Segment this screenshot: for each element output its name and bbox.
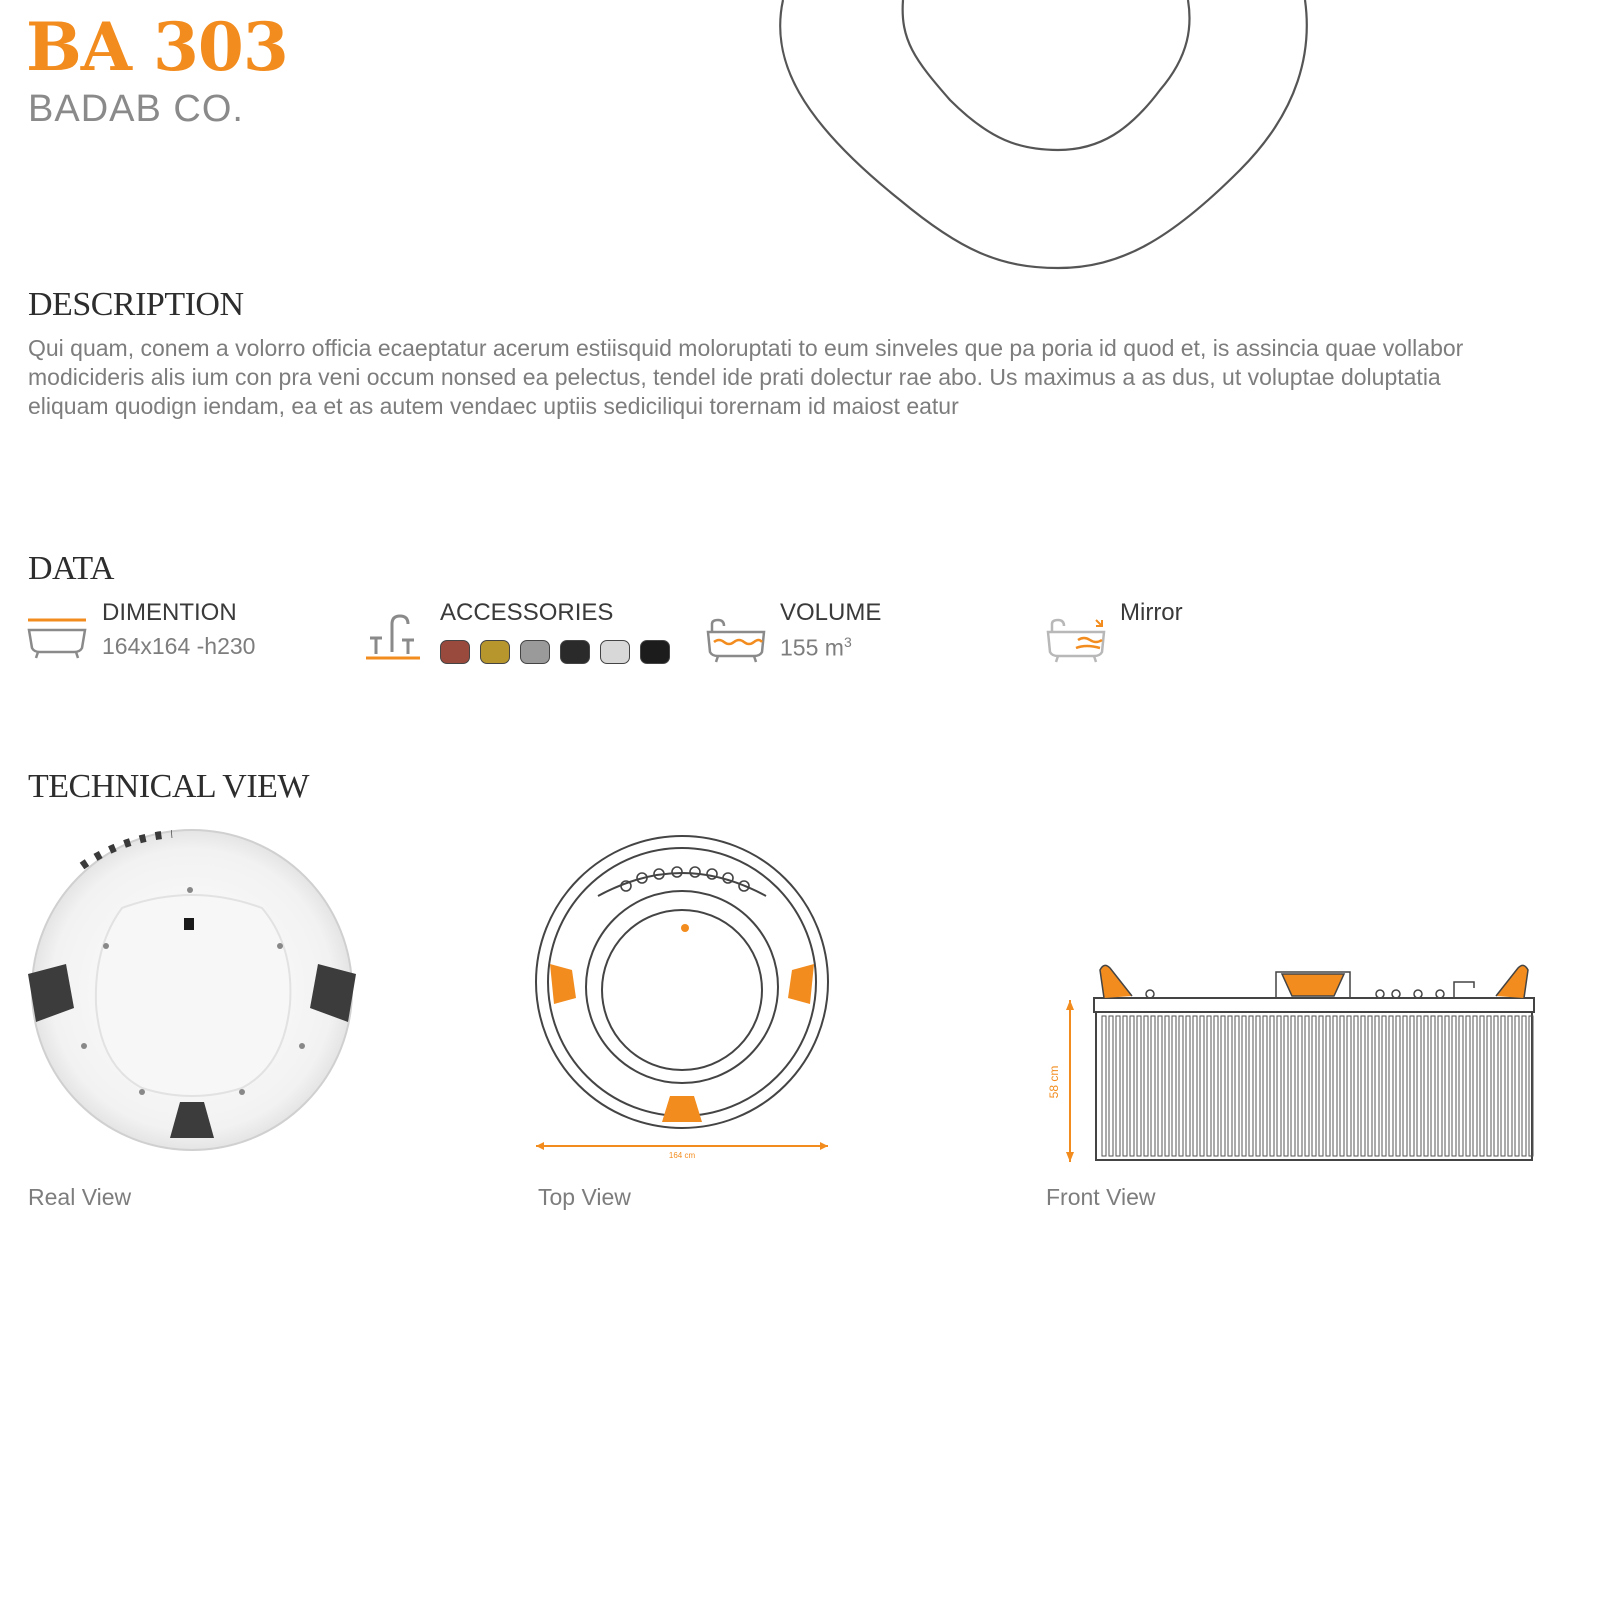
volume-number: 155 m [780, 634, 844, 661]
dimention-value: 164x164 -h230 [102, 633, 256, 659]
volume-unit-superscript: 3 [843, 634, 852, 650]
real-view-caption: Real View [28, 1184, 132, 1210]
volume-value [780, 635, 852, 660]
bathtub-dimension-icon [26, 616, 90, 666]
front-view-dimension-label: 58 cm [1047, 1065, 1061, 1099]
description-heading: DESCRIPTION [28, 286, 244, 323]
real-view-image [22, 826, 362, 1166]
front-view-caption: Front View [1046, 1184, 1156, 1210]
accessory-swatch-2 [480, 640, 510, 664]
description-text: Qui quam, conem a volorro officia ecaeptatur acerum estiisquid moloruptati to eum sinveles que pa poria id quod et, is assincia quae vollabor modicideris alis ium con pra veni occum nonsed ea pelectus, tendel ide prati dolectur rae abo. Us maximus a as dus, ut voluptae doluptatia eliquam quodign iendam, ea et as autem vendaec uptiis sediciliqui torernam id maiost eatur [28, 335, 1464, 419]
tub-outline-drawing [0, 0, 1600, 300]
dimention-label: DIMENTION [102, 599, 237, 626]
top-view-drawing [532, 832, 852, 1162]
faucet-icon [366, 612, 422, 664]
volume-label: VOLUME [780, 599, 882, 626]
accessory-swatch-6 [640, 640, 670, 664]
top-view-dimension-label: 164 cm [668, 1151, 696, 1160]
data-heading: DATA [28, 550, 114, 587]
product-title: BA 303 [26, 8, 288, 86]
front-view-drawing [1040, 950, 1560, 1170]
accessory-swatch-4 [560, 640, 590, 664]
mirror-label: Mirror [1120, 599, 1183, 626]
technical-view-heading: TECHNICAL VIEW [28, 768, 310, 805]
accessory-swatch-3 [520, 640, 550, 664]
accessory-swatch-1 [440, 640, 470, 664]
accessories-label: ACCESSORIES [440, 599, 614, 626]
top-view-caption: Top View [538, 1184, 631, 1210]
brand-name: BADAB CO. [28, 88, 244, 130]
bathtub-mirror-icon [1046, 618, 1108, 668]
bathtub-water-icon [706, 618, 768, 668]
accessory-swatch-5 [600, 640, 630, 664]
